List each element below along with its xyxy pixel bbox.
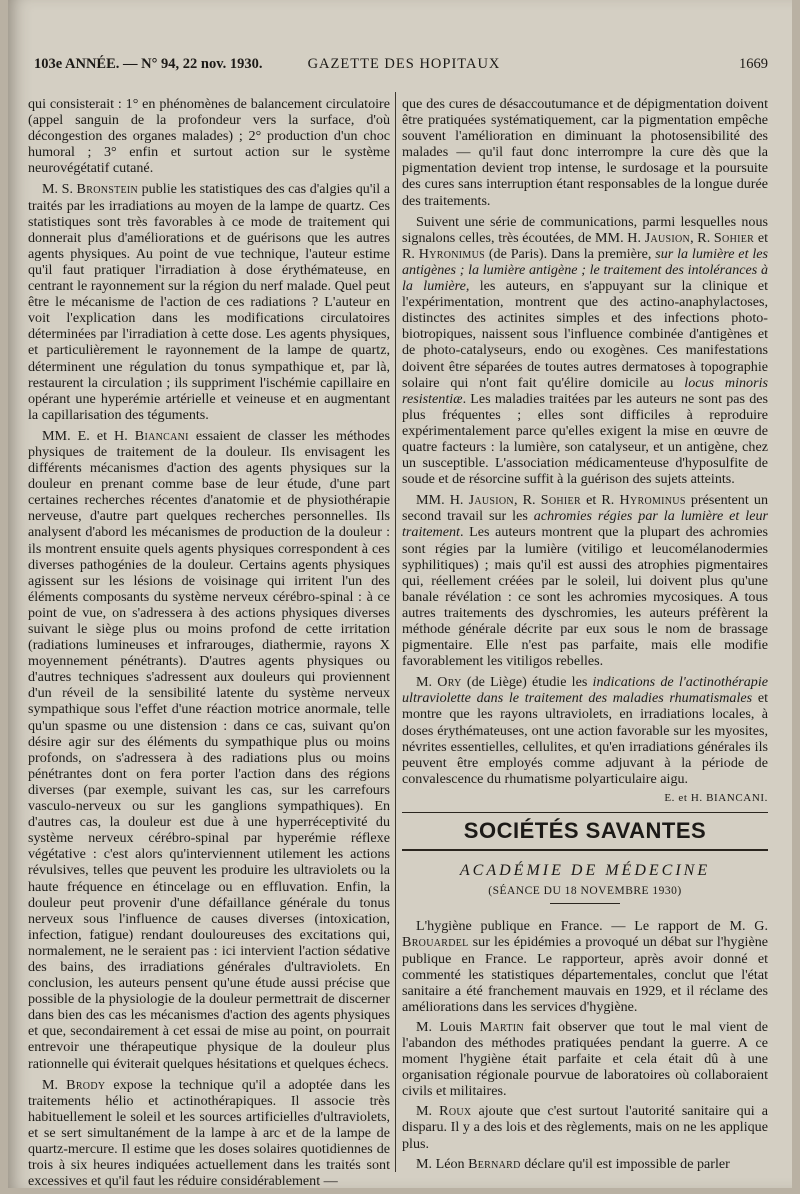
- author-name: Bronstein: [76, 181, 139, 198]
- right-column: [402, 96, 768, 1176]
- section-title: SOCIÉTÉS SAVANTES: [402, 813, 768, 851]
- paragraph-jausion-1: Suivent une série de communications, parmi lesquelles nous signalons celles, très écoutées, de MM. H. Jausion, R. Sohier et R. Hyronimus (de Paris). Dans la première, sur la lumière et les antigènes ; la lumière antigène ; le traitement des intolérances à la lumière, les auteurs, en s'appuyant sur la clinique et l'expérimentation, montrent que des actino-anaphylactoses, distinctes des actinites simples et des infections photo-biotropiques, naissent sous l'influence combinée d'antigènes et de photo-catalyseurs, endo ou exogènes. Ces manifestations doivent être séparées de toutes autres dermatoses à topographie solaire qui n'ont fait qu'élire domicile au locus minoris resistentiæ. Les maladies traitées par les auteurs ne sont pas des plus fréquentes ; elles sont difficiles à reproduire expérimentalement parce qu'elles exigent la mise en œuvre de quatre facteurs : la lumière, son catalyseur, et un antigène, chez un susceptible. L'association médicamenteuse d'hyposulfite de soude et de résorcine suffit à la guérison des sujets atteints.: [402, 213, 768, 488]
- paragraph-roux: M. Roux ajoute que c'est surtout l'autorité sanitaire qui a disparu. Il y a des lois et des règlements, mais on ne les applique plus.: [402, 1103, 768, 1152]
- session-date: (SÉANCE DU 18 NOVEMBRE 1930): [488, 885, 682, 898]
- column-divider: [395, 92, 396, 1172]
- academy-report: [402, 918, 768, 1171]
- paragraph-jausion-2: MM. H. Jausion, R. Sohier et R. Hyrominus présentent un second travail sur les achromies régies par la lumière et leur traitement. Les auteurs montrent que la plupart des achromies sont régies par la lumière (vitiligo et leucomélanodermies syphilitiques) ; mais qu'il est aussi des atrophies pigmentaires qui, réellement créées par le soleil, lui doivent plus qu'une banale révélation : ce sont les achromies mycosiques. A tous autres traitements des dyschromies, les auteurs préfèrent la méthode générale décrite par eux sous le nom de brassage pigmentaire. Elle n'est pas parfaite, mais elle modifie favorablement les vitiligos rebelles.: [402, 492, 768, 670]
- issue-info: 103e ANNÉE. — N° 94, 22 nov. 1930.: [34, 56, 263, 72]
- author-name: Biancani: [134, 427, 189, 444]
- article-signature: E. et H. BIANCANI.: [664, 791, 768, 804]
- academy-heading: ACADÉMIE DE MÉDECINE: [459, 862, 711, 880]
- page-header: [34, 56, 774, 78]
- page-number: 1669: [739, 56, 768, 72]
- author-name: Brody: [66, 1076, 106, 1093]
- journal-title: GAZETTE DES HOPITAUX: [307, 56, 501, 72]
- paragraph-biancani: MM. E. et H. Biancani essaient de classer les méthodes physiques de traitement de la douleur. Ils envisagent les différents mécanismes d'action des agents physiques sur la douleur en prenant comme base de leur étude, d'une part certaines recherches récentes d'anatomie et de physiothérapie nerveuse, d'autre part quelques recherches personnelles. Ils analysent d'abord les mécanismes de production de la douleur : ils montrent ensuite quels agents physiques correspondent à ces diverses pathogénies de la douleur. Certains agents physiques agissent sur les lésions de voisinage qui irritent l'un des éléments composants du système nerveux cérébro-spinal : à ce point de vue, on s'adressera à des actions physiques diverses suivant le siège plus ou moins profond de cette irritation (radiations lumineuses et infrarouges, diathermie, rayons X moyennement pénétrants). D'autres agents physiques ou d'autres techniques s'adressent aux douleurs qui proviennent d'un réveil de la sensibilité latente du système nerveux sympathique sous l'effet d'une réaction motrice anormale, telle qu'un spasme ou une distension : dans ce cas, suivant qu'on désire agir sur des éléments du sympathique plus ou moins profonds, on s'adressera à des radiations plus ou moins pénétrantes dont on fera porter l'action dans des régions diverses (par exemple, suivant les cas, sur les carrefours vasculo-nerveux ou sur les ganglions sympathiques). En d'autres cas, la douleur est due à une hyperréceptivité du système nerveux cérébro-spinal par hyperémie réflexe végétative : c'est alors qu'interviennent utilement les actions révulsives, telles que peuvent les produire les ultraviolets ou la haute fréquence en étincelage ou en effluvation. Enfin, la douleur peut provenir d'une défaillance générale du tonus nerveux sous l'influence de causes diverses (intoxication, infection, fatigue) rendant douloureuses des excitations qui, normalement, ne le seraient pas : ici intervient l'action sédative des bains, des irradiations générales d'ultraviolets. En conclusion, les auteurs pensent qu'une étude aussi précise que possible de la physiologie de la douleur permettrait de discerner dans bien des cas les mécanismes d'action des agents physiques et que, secondairement à cet essai de mise au point, on pourrait entrevoir une thérapeutique physique de la douleur plus rationnelle qui éviterait quelques hésitations et quelques échecs.: [28, 427, 390, 1072]
- paragraph-mechanism: qui consisterait : 1° en phénomènes de balancement circulatoire (appel sanguin de la profondeur vers la surface, d'où décongestion des organes malades) ; 2° production d'un choc humoral ; 3° enfin et surtout action sur le système neurovégétatif cutané.: [28, 96, 390, 177]
- left-column: [28, 96, 390, 1194]
- paragraph-hygiene: L'hygiène publique en France. — Le rapport de M. G. Brouardel sur les épidémies a provoqué un débat sur l'hygiène publique en France. Le rapporteur, après avoir donné et commenté les statistiques départementales, conclut que l'état sanitaire a été franchement mauvais en 1929, et il réclame des améliorations dans les services d'hygiène.: [402, 918, 768, 1015]
- short-divider: [550, 903, 620, 904]
- paragraph-cures: que des cures de désaccoutumance et de dépigmentation doivent être pratiquées systématiquement, car la pigmentation empêche souvent l'amélioration en diminuant la photosensibilité des malades — qu'il faut donc interrompre la cure dès que la pigmentation devient trop intense, le surdosage et la poursuite des cures sans interruption étant responsables de la longue durée des traitements.: [402, 96, 768, 209]
- newspaper-page: [8, 0, 792, 1188]
- paragraph-ory: M. Ory (de Liège) étudie les indications de l'actinothérapie ultraviolette dans le traitement des maladies rhumatismales et montre que les rayons ultraviolets, en irradiations locales, à doses érythémateuses, ont une action favorable sur les myosites, névrites essentielles, cellulites, et qu'en irradiations générales ils peuvent être employés comme adjuvant à la période de convalescence du rhumatisme polyarticulaire aigu.: [402, 674, 768, 787]
- paragraph-bronstein: M. S. Bronstein publie les statistiques des cas d'algies qu'il a traités par les irradiations au moyen de la lampe de quartz. Ces statistiques sont très favorables à ce mode de traitement qui donnerait plus d'améliorations et de guérisons que les autres agents physiques. Au point de vue technique, l'auteur estime qu'il faut pratiquer l'irradiation à dose érythémateuse, en centrant le rayonnement sur la région du nerf malade. Quel peut être le mécanisme de l'action de ces radiations ? L'auteur en voit l'explication dans les modifications circulatoires déterminées par l'irradiation à cette dose. Les agents physiques, et particulièrement le rayonnement de la lampe de quartz, déterminent une régulation du tonus sympathique et, par là, restaurent la circulation ; ils suppriment l'ischémie capillaire en opérant une hyperémie artérielle et veineuse et en augmentant la capillarisation des téguments.: [28, 181, 390, 423]
- paragraph-martin: M. Louis Martin fait observer que tout le mal vient de l'abandon des méthodes pratiquées pendant la guerre. A ce moment l'hygiène était parfaite et cela était dû à une organisation régionale pourvue de laboratoires où collaboraient civils et militaires.: [402, 1018, 768, 1100]
- paragraph-brody: M. Brody expose la technique qu'il a adoptée dans les traitements hélio et actinothérapiques. Il associe très habituellement le soleil et les sources artificielles d'ultraviolets, et se sert simultanément de la lampe à arc et de la lampe de quartz-mercure. Il estime que les doses solaires quotidiennes de trois à six heures indiquées actuellement dans les traités sont excessives et qu'il faut les réduire considérablement —: [28, 1076, 390, 1190]
- paragraph-bernard: M. Léon Bernard déclare qu'il est impossible de parler: [416, 1155, 730, 1172]
